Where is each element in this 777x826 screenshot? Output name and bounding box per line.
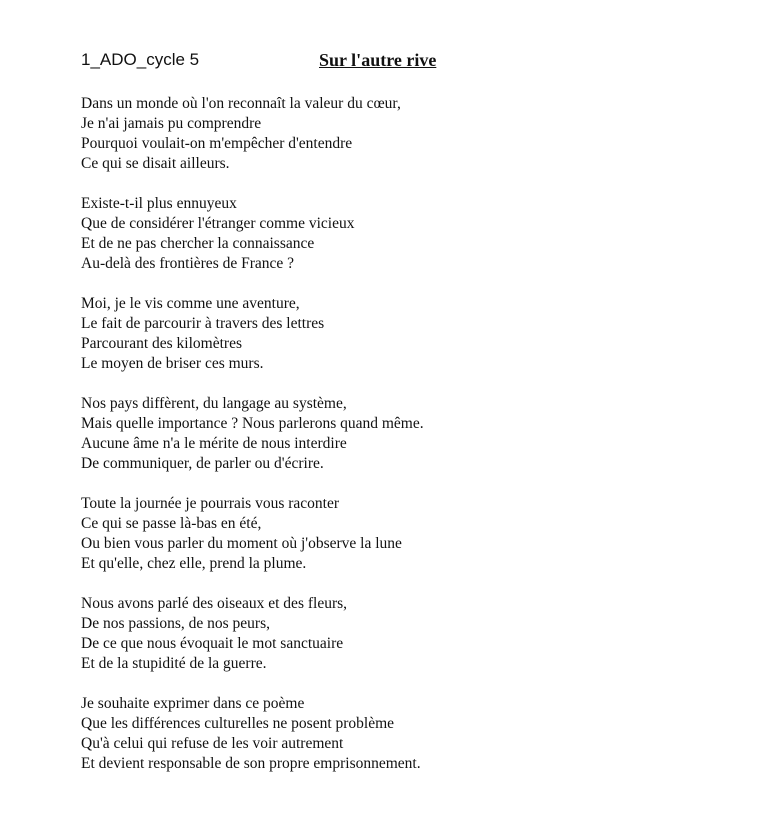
stanza [81,494,761,574]
verse-line: Ou bien vous parler du moment où j'observe la lune [81,535,402,552]
verse-line: Ce qui se disait ailleurs. [81,155,230,172]
verse-line: De nos passions, de nos peurs, [81,615,270,632]
stanza [81,294,761,374]
poem-title: Sur l'autre rive [319,50,437,70]
verse-line: Nous avons parlé des oiseaux et des fleurs, [81,595,348,612]
verse-line: De ce que nous évoquait le mot sanctuaire [81,635,344,652]
verse-line: Le moyen de briser ces murs. [81,355,264,372]
stanza [81,694,761,774]
verse-line: Mais quelle importance ? Nous parlerons quand même. [81,415,424,432]
verse-line: Toute la journée je pourrais vous raconter [81,495,340,512]
stanza [81,194,761,274]
verse-line: De communiquer, de parler ou d'écrire. [81,455,324,472]
verse-line: Moi, je le vis comme une aventure, [81,295,300,312]
verse-line: Je n'ai jamais pu comprendre [81,115,262,132]
document-id: 1_ADO_cycle 5 [81,50,200,69]
verse-line: Au-delà des frontières de France ? [81,255,295,272]
verse-line: Que les différences culturelles ne posent problème [81,715,395,732]
stanza [81,394,761,474]
stanza [81,594,761,674]
verse-line: Et de ne pas chercher la connaissance [81,235,315,252]
verse-line: Que de considérer l'étranger comme vicieux [81,215,355,232]
verse-line: Ce qui se passe là-bas en été, [81,515,262,532]
verse-line: Et qu'elle, chez elle, prend la plume. [81,555,307,572]
verse-line: Je souhaite exprimer dans ce poème [81,695,305,712]
verse-line: Aucune âme n'a le mérite de nous interdire [81,435,347,452]
verse-line: Le fait de parcourir à travers des lettres [81,315,325,332]
verse-line: Qu'à celui qui refuse de les voir autrement [81,735,344,752]
verse-line: Dans un monde où l'on reconnaît la valeur du cœur, [81,95,401,112]
poem-body [81,94,761,794]
verse-line: Pourquoi voulait-on m'empêcher d'entendre [81,135,353,152]
verse-line: Parcourant des kilomètres [81,335,242,352]
verse-line: Et devient responsable de son propre emprisonnement. [81,755,421,772]
verse-line: Et de la stupidité de la guerre. [81,655,267,672]
verse-line: Existe-t-il plus ennuyeux [81,195,237,212]
verse-line: Nos pays diffèrent, du langage au système, [81,395,347,412]
stanza [81,94,761,174]
